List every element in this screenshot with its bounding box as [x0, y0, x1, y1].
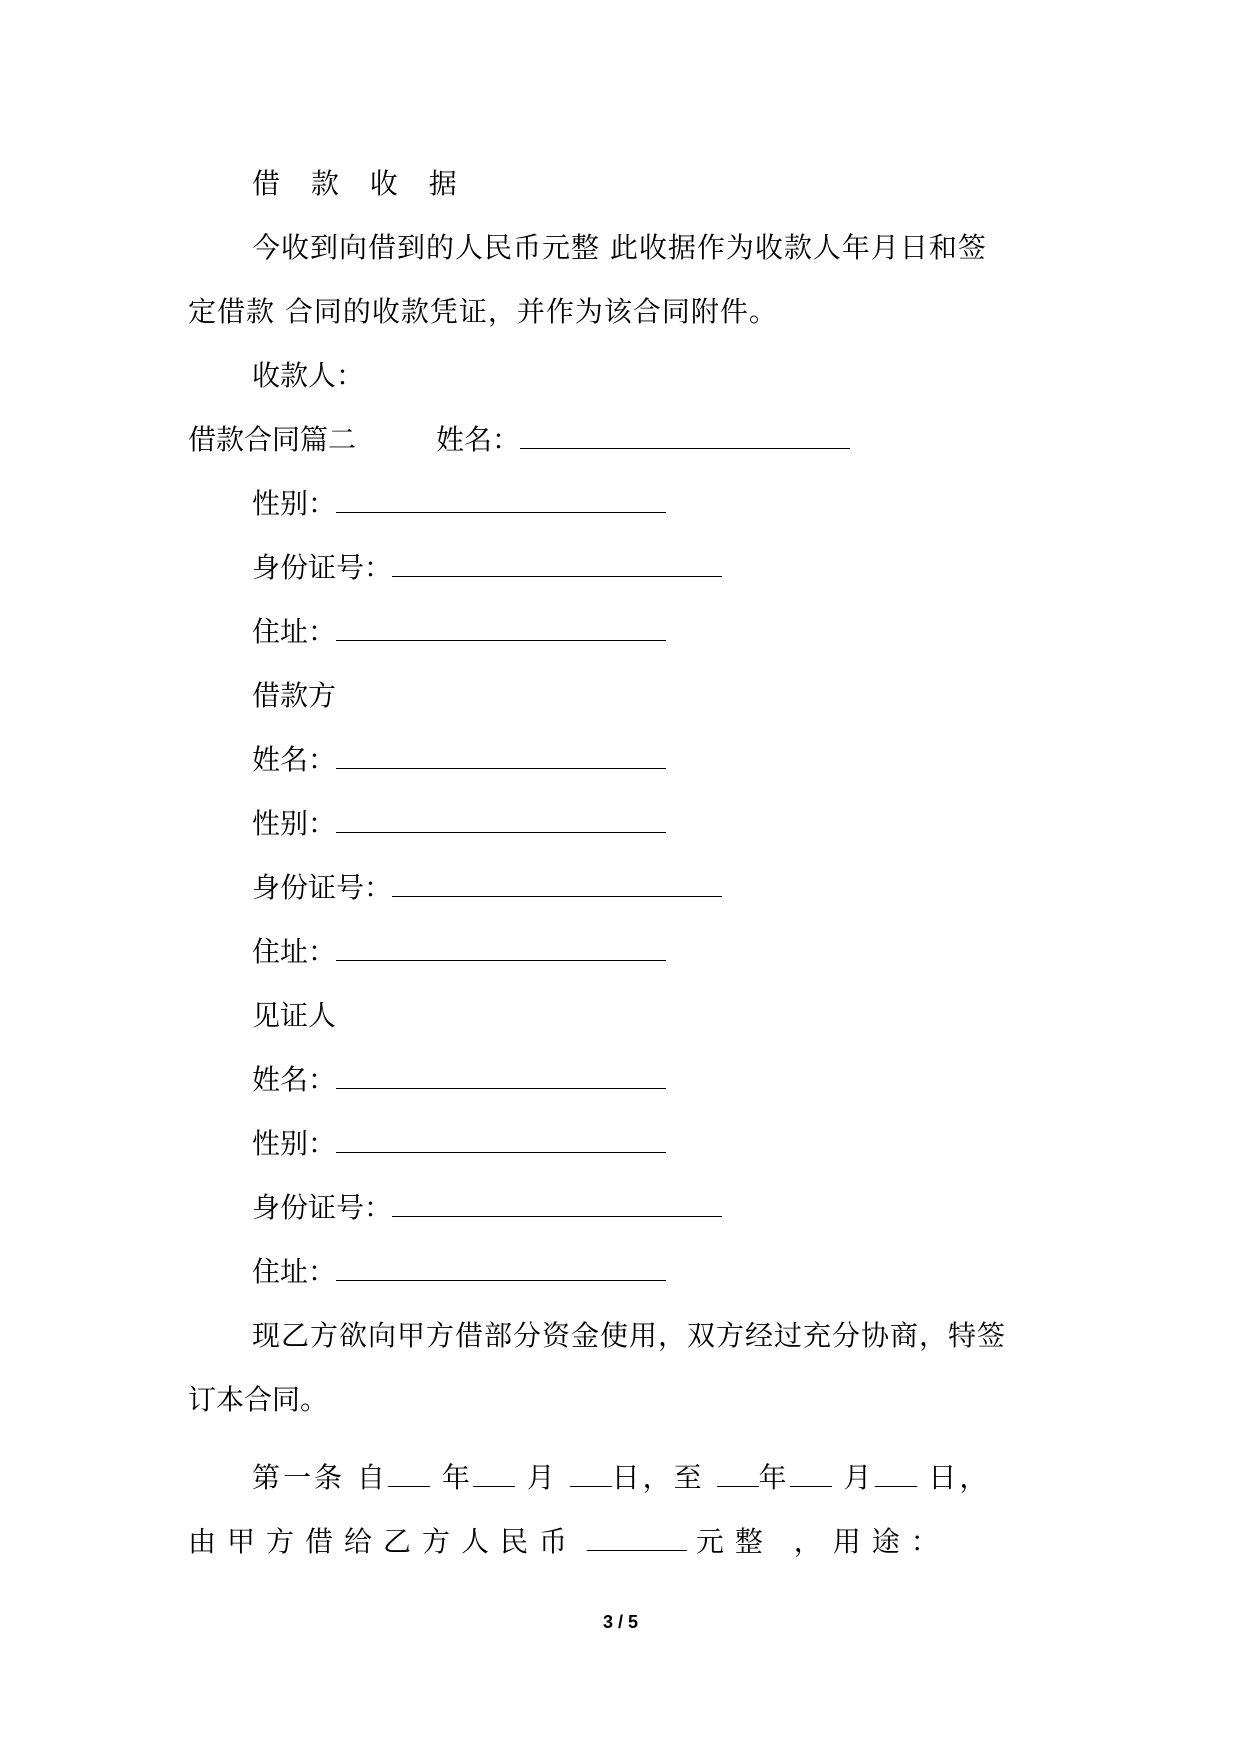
- witness-id-row: [252, 1190, 722, 1226]
- preamble-line2: 订本合同。: [188, 1383, 329, 1416]
- borrower-gender-field[interactable]: [336, 808, 666, 833]
- article1-part6: 月: [843, 1461, 875, 1494]
- witness-id-label: 身份证号：: [252, 1191, 393, 1224]
- preamble-line1: 现乙方欲向甲方借部分资金使用，双方经过充分协商，特签: [252, 1319, 1007, 1352]
- lender-address-label: 住址：: [252, 615, 337, 648]
- witness-address-field[interactable]: [336, 1256, 666, 1281]
- receipt-title: 借 款 收 据: [252, 167, 468, 200]
- witness-heading: 见证人: [252, 999, 337, 1032]
- article1-line2: [188, 1524, 950, 1560]
- borrower-name-field[interactable]: [336, 744, 666, 769]
- witness-name-field[interactable]: [336, 1064, 666, 1089]
- lender-address-field[interactable]: [336, 616, 666, 641]
- borrower-id-label: 身份证号：: [252, 871, 393, 904]
- payee-label: 收款人：: [252, 359, 365, 392]
- article1-part5: 年: [758, 1461, 790, 1494]
- article1-end-day-field[interactable]: [875, 1462, 917, 1487]
- witness-address-row: [252, 1254, 666, 1290]
- borrower-heading: 借款方: [252, 679, 337, 712]
- borrower-address-row: [252, 934, 666, 970]
- page-indicator: 3 / 5: [602, 1612, 639, 1632]
- witness-id-field[interactable]: [392, 1192, 722, 1217]
- borrower-address-label: 住址：: [252, 935, 337, 968]
- witness-address-label: 住址：: [252, 1255, 337, 1288]
- witness-gender-field[interactable]: [336, 1128, 666, 1153]
- article1-line1: [252, 1460, 990, 1496]
- lender-gender-field[interactable]: [336, 488, 666, 513]
- borrower-id-field[interactable]: [392, 872, 722, 897]
- borrower-name-label: 姓名：: [252, 743, 337, 776]
- lender-address-row: [252, 614, 666, 650]
- article1-part7: 日，: [928, 1461, 991, 1494]
- receipt-body-line2: 定借款 合同的收款凭证，并作为该合同附件。: [188, 295, 778, 328]
- article1-line2-b: 元整 ，用途：: [695, 1525, 950, 1558]
- article1-start-day-field[interactable]: [570, 1462, 612, 1487]
- article1-line2-a: 由甲方借给乙方人民币: [188, 1525, 579, 1558]
- lender-id-row: [252, 550, 722, 586]
- lender-id-label: 身份证号：: [252, 551, 393, 584]
- lender-name-field[interactable]: [520, 424, 850, 449]
- article1-end-month-field[interactable]: [790, 1462, 832, 1487]
- witness-gender-label: 性别：: [252, 1127, 337, 1160]
- article1-part1: 第一条 自: [252, 1461, 388, 1494]
- borrower-gender-label: 性别：: [252, 807, 337, 840]
- lender-name-label: 姓名：: [436, 423, 521, 456]
- witness-gender-row: [252, 1126, 666, 1162]
- borrower-name-row: [252, 742, 666, 778]
- section-heading: 借款合同篇二: [188, 423, 357, 456]
- article1-end-year-field[interactable]: [717, 1462, 759, 1487]
- article1-amount-field[interactable]: [587, 1526, 687, 1551]
- article1-start-month-field[interactable]: [473, 1462, 515, 1487]
- article1-start-year-field[interactable]: [388, 1462, 430, 1487]
- witness-name-label: 姓名：: [252, 1063, 337, 1096]
- borrower-gender-row: [252, 806, 666, 842]
- article1-part2: 年: [441, 1461, 473, 1494]
- borrower-address-field[interactable]: [336, 936, 666, 961]
- article1-part4: 日，至: [611, 1461, 705, 1494]
- lender-gender-row: [252, 486, 666, 522]
- borrower-id-row: [252, 870, 722, 906]
- receipt-body-line1: 今收到向借到的人民币元整 此收据作为收款人年月日和签: [252, 231, 987, 264]
- lender-name-row: [436, 422, 850, 458]
- lender-id-field[interactable]: [392, 552, 722, 577]
- witness-name-row: [252, 1062, 666, 1098]
- article1-part3: 月: [526, 1461, 558, 1494]
- lender-gender-label: 性别：: [252, 487, 337, 520]
